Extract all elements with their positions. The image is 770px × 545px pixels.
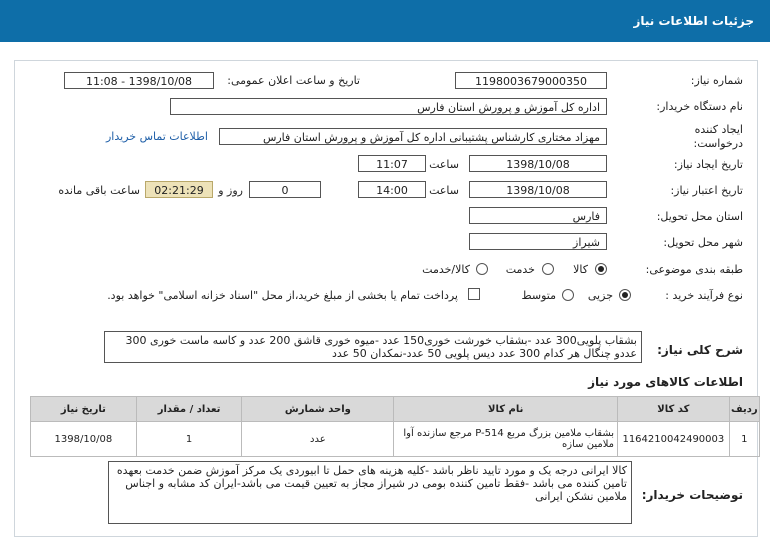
- col-date-header: تاریخ نیاز: [31, 397, 137, 422]
- announce-label: تاریخ و ساعت اعلان عمومی:: [227, 74, 360, 87]
- buyer-label: نام دستگاه خریدار:: [656, 100, 743, 113]
- remaining-days-field: 0: [249, 181, 321, 198]
- goods-table: [30, 396, 760, 457]
- category-goods-service-label: کالا/خدمت: [422, 263, 470, 276]
- quantity-cell: 1: [136, 422, 242, 457]
- province-field: فارس: [469, 207, 607, 224]
- validity-date-label: تاریخ اعتبار نیاز:: [670, 184, 743, 197]
- buyer-notes-label: توضیحات خریدار:: [641, 488, 743, 502]
- summary-text: بشقاب پلویی300 عدد -بشقاب خورشت خوری150 عدد -میوه خوری قاشق 200 عدد و کاسه ماست خوری 300 عددو چنگال هر کدام 300 عدد دیس پلویی 50 عدد-نمکدان 50 عدد: [104, 331, 642, 363]
- category-goods-service-radio[interactable]: [476, 263, 488, 275]
- validity-date-field: 1398/10/08: [469, 181, 607, 198]
- goods-name-cell: بشقاب ملامین بزرگ مربع P-514 مرجع سازنده آوا ملامین سازه: [394, 422, 618, 457]
- page-header: [0, 0, 770, 42]
- col-name-header: نام کالا: [394, 397, 618, 422]
- purchase-medium-radio[interactable]: [562, 289, 574, 301]
- validity-time-label: ساعت: [429, 184, 459, 197]
- col-qty-header: تعداد / مقدار: [136, 397, 242, 422]
- need-number-field: 1198003679000350: [455, 72, 607, 89]
- unit-cell: عدد: [242, 422, 394, 457]
- col-code-header: کد کالا: [618, 397, 730, 422]
- summary-label: شرح کلی نیاز:: [657, 343, 743, 357]
- days-label: روز و: [218, 184, 243, 197]
- col-unit-header: واحد شمارش: [242, 397, 394, 422]
- category-service-label: خدمت: [505, 263, 535, 276]
- purchase-medium-label: متوسط: [521, 289, 556, 302]
- city-field: شیراز: [469, 233, 607, 250]
- created-time-label: ساعت: [429, 158, 459, 171]
- col-row-header: ردیف: [729, 397, 759, 422]
- created-date-label: تاریخ ایجاد نیاز:: [673, 158, 743, 171]
- purchase-type-label: نوع فرآیند خرید :: [665, 289, 743, 302]
- need-number-label: شماره نیاز:: [690, 74, 743, 87]
- purchase-minor-label: جزیی: [587, 289, 613, 302]
- province-label: استان محل تحویل:: [656, 210, 743, 223]
- created-date-field: 1398/10/08: [469, 155, 607, 172]
- goods-code-cell: 1164210042490003: [618, 422, 730, 457]
- validity-time-field: 14:00: [358, 181, 426, 198]
- buyer-notes-text: کالا ایرانی درجه یک و مورد تایید ناظر باشد -کلیه هزینه های حمل تا ابیوردی یک مرکز آموزش ضمن خدمت بعهده تامین کننده می باشد -فقط تامین کننده بومی در شیراز مجاز به تعیین قیمت می باشد-ایران کد مشابه و اجناس ملامین نشکن ایرانی: [108, 461, 632, 524]
- goods-section-title: اطلاعات کالاهای مورد نیاز: [588, 375, 743, 389]
- creator-label-1: ایجاد کننده: [694, 123, 743, 136]
- created-time-field: 11:07: [358, 155, 426, 172]
- treasury-checkbox[interactable]: [468, 288, 480, 300]
- category-label: طبقه بندی موضوعی:: [645, 263, 743, 276]
- creator-label-2: درخواست:: [693, 137, 743, 150]
- remaining-time-field: 02:21:29: [145, 181, 213, 198]
- treasury-note: پرداخت تمام یا بخشی از مبلغ خرید،از محل "اسناد خزانه اسلامی" خواهد بود.: [107, 289, 458, 302]
- buyer-contact-link[interactable]: اطلاعات تماس خریدار: [106, 130, 208, 143]
- announce-field: 1398/10/08 - 11:08: [64, 72, 214, 89]
- need-date-cell: 1398/10/08: [31, 422, 137, 457]
- city-label: شهر محل تحویل:: [663, 236, 743, 249]
- purchase-minor-radio[interactable]: [619, 289, 631, 301]
- row-number-cell: 1: [729, 422, 759, 457]
- buyer-field: اداره کل آموزش و پرورش استان فارس: [170, 98, 607, 115]
- category-service-radio[interactable]: [542, 263, 554, 275]
- remaining-label: ساعت باقی مانده: [58, 184, 140, 197]
- table-header-row: [31, 397, 760, 422]
- category-goods-radio[interactable]: [595, 263, 607, 275]
- table-row: [31, 422, 760, 457]
- category-goods-label: کالا: [573, 263, 588, 276]
- creator-field: مهزاد مختاری کارشناس پشتیبانی اداره کل آموزش و پرورش استان فارس: [219, 128, 607, 145]
- page-title: جزئیات اطلاعات نیاز: [633, 14, 754, 28]
